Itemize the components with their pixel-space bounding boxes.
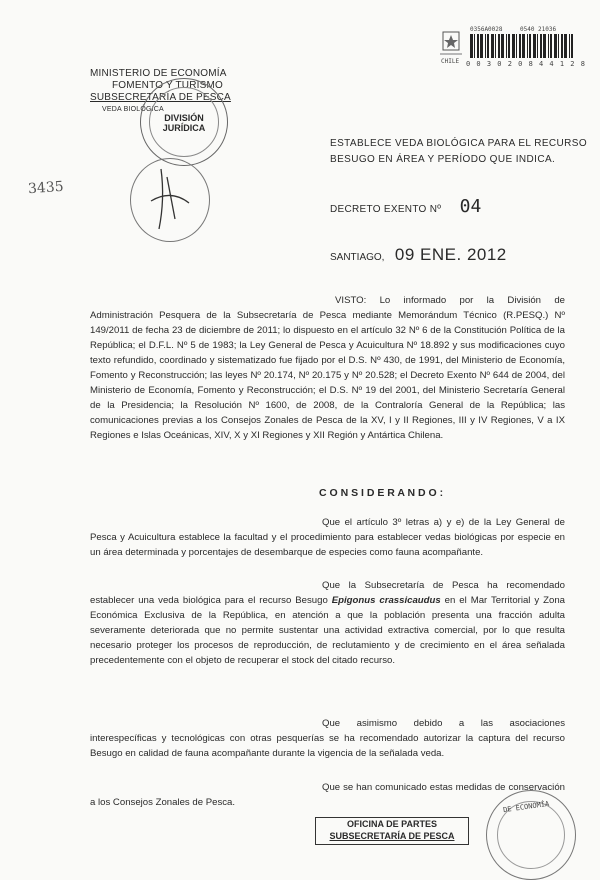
- chile-emblem-icon: [438, 30, 464, 60]
- seal-juridica-text: JURÍDICA: [162, 123, 206, 133]
- ministry-line-3: SUBSECRETARÍA DE PESCA: [90, 92, 231, 103]
- decree-number-row: [330, 196, 481, 217]
- margin-number: 3435: [27, 178, 65, 198]
- barcode-bar: [474, 34, 475, 58]
- subject-line-1: ESTABLECE VEDA BIOLÓGICA PARA EL RECURSO: [330, 138, 588, 149]
- office-stamp-line-1: OFICINA DE PARTES: [346, 819, 437, 829]
- office-stamp-line-2: SUBSECRETARÍA DE PESCA: [329, 831, 455, 841]
- barcode-bar: [543, 34, 546, 58]
- ministry-line-4: VEDA BIOLÓGICA: [102, 106, 164, 113]
- visto-paragraph: VISTO: Lo informado por la División de Administración Pesquera de la Subsecretaría de Pesca mediante Memorándum Técnico (R.PESQ.) Nº 149/2011 de fecha 23 de diciembre de 2011; lo dispuesto en el artículo 32 Nº 6 de la Constitución Política de la República; el D.F.L. Nº 5 de 1983; la Ley General de Pesca y Acuicultura Nº 18.892 y sus modificaciones cuyo texto refundido, coordinado y sistematizado fue fijado por el D.S. Nº 430, de 1991, del Ministerio de Economía, Fomento y Reconstrucción; las leyes Nº 20.174, Nº 20.175 y Nº 20.528; el Decreto Exento Nº 644 de 2004, del Ministerio de Economía, Fomento y Reconstrucción; el D.S. Nº 19 del 2001, del Ministerio Secretaría General de la Presidencia; la Resolución Nº 1600, de 2008, de la Contraloría General de la República; las comunicaciones previas a los Consejos Zonales de Pesca de la XV, I y II Regiones, III y IV Regiones, V a IX Regiones e Islas Oceánicas, XIV, X y XI Regiones y XII Región y Antártica Chilena.: [90, 295, 565, 441]
- considerando-paragraph-2: [90, 578, 565, 668]
- barcode-bar: [512, 34, 515, 58]
- barcode-bar: [498, 34, 500, 58]
- barcode-number: 0 0 3 0 2 0 8 4 4 1 2 8: [466, 60, 586, 68]
- considerando-paragraph-1: Que el artículo 3º letras a) y e) de la Ley General de Pesca y Acuicultura establece la facultad y el procedimiento para establecer vedas biológicas por especie en un área determinada y porcentajes de desembarque de especies como fauna acompañante.: [90, 517, 565, 558]
- barcode-bar: [529, 34, 531, 58]
- decree-label: DECRETO EXENTO Nº: [330, 204, 442, 215]
- barcode-bar: [516, 34, 517, 58]
- barcode-bar: [533, 34, 536, 58]
- barcode-bar: [554, 34, 557, 58]
- document-code-secondary: 0540 21036: [520, 26, 557, 33]
- barcode-bar: [485, 34, 486, 58]
- place-date-row: [330, 245, 507, 265]
- barcode-bar: [561, 34, 563, 58]
- chile-emblem: [438, 30, 464, 60]
- barcode-bar: [564, 34, 567, 58]
- considerando-paragraph-3: Que asimismo debido a las asociaciones interespecíficas y tecnológicas con otras pesquerías se ha recomendado autorizar la captura del recurso Besugo en calidad de fauna acompañante durante la vigencia de la señalada veda.: [90, 718, 565, 759]
- barcode-bar: [495, 34, 496, 58]
- barcode-bar: [548, 34, 549, 58]
- barcode-bar: [537, 34, 538, 58]
- bottom-stamp-text: DE ECONOMÍA: [502, 799, 550, 815]
- place: SANTIAGO,: [330, 252, 385, 263]
- barcode-graphic: [468, 34, 578, 58]
- species-name: Epigonus crassicaudus: [331, 595, 441, 606]
- barcode-bar: [480, 34, 483, 58]
- barcode: [468, 34, 578, 58]
- signature-seal: [130, 158, 210, 242]
- considerando-paragraph-4: Que se han comunicado estas medidas de conservación a los Consejos Zonales de Pesca.: [90, 782, 565, 808]
- paragraph-2-pre: Que la Subsecretaría de Pesca ha recomendado establecer una veda biológica para el recurso Besugo: [90, 580, 565, 606]
- document-code: 0356A0028: [470, 26, 503, 33]
- barcode-bar: [540, 34, 542, 58]
- ministry-line-2: FOMENTO Y TURISMO: [112, 80, 224, 91]
- ministry-line-1: MINISTERIO DE ECONOMÍA: [90, 68, 227, 79]
- subject-line-2: BESUGO EN ÁREA Y PERÍODO QUE INDICA.: [330, 154, 556, 165]
- barcode-bar: [487, 34, 489, 58]
- date: 09 ENE. 2012: [394, 245, 507, 264]
- signature-icon: [131, 159, 209, 241]
- division-juridica-seal: [140, 78, 228, 166]
- decree-subject: [330, 136, 587, 168]
- barcode-bar: [558, 34, 559, 58]
- paragraph-2-post: en el Mar Territorial y Zona Económica Exclusiva de la República, en atención a que la población presenta una fracción adulta severamente deteriorada que no permite sustentar una actividad extractiva comercial, por lo que resulta necesario proteger los procesos de reproducción, de reclutamiento y de crecimiento en el área señalada precedentemente con el objeto de recuperar el stock del citado recurso.: [90, 595, 566, 666]
- barcode-bar: [571, 34, 573, 58]
- barcode-bar: [477, 34, 479, 58]
- decree-number: 04: [459, 196, 482, 217]
- barcode-bar: [508, 34, 510, 58]
- seal-division-text: DIVISIÓN: [164, 113, 204, 123]
- bottom-round-stamp: [486, 790, 576, 880]
- emblem-caption: CHILE: [441, 58, 460, 65]
- considerando-title: C O N S I D E R A N D O :: [319, 487, 444, 499]
- barcode-bar: [522, 34, 525, 58]
- barcode-bar: [569, 34, 570, 58]
- barcode-bar: [519, 34, 521, 58]
- office-stamp: [315, 817, 469, 845]
- barcode-bar: [491, 34, 494, 58]
- barcode-bar: [470, 34, 473, 58]
- barcode-bar: [506, 34, 507, 58]
- barcode-bar: [501, 34, 504, 58]
- barcode-bar: [550, 34, 552, 58]
- barcode-bar: [527, 34, 528, 58]
